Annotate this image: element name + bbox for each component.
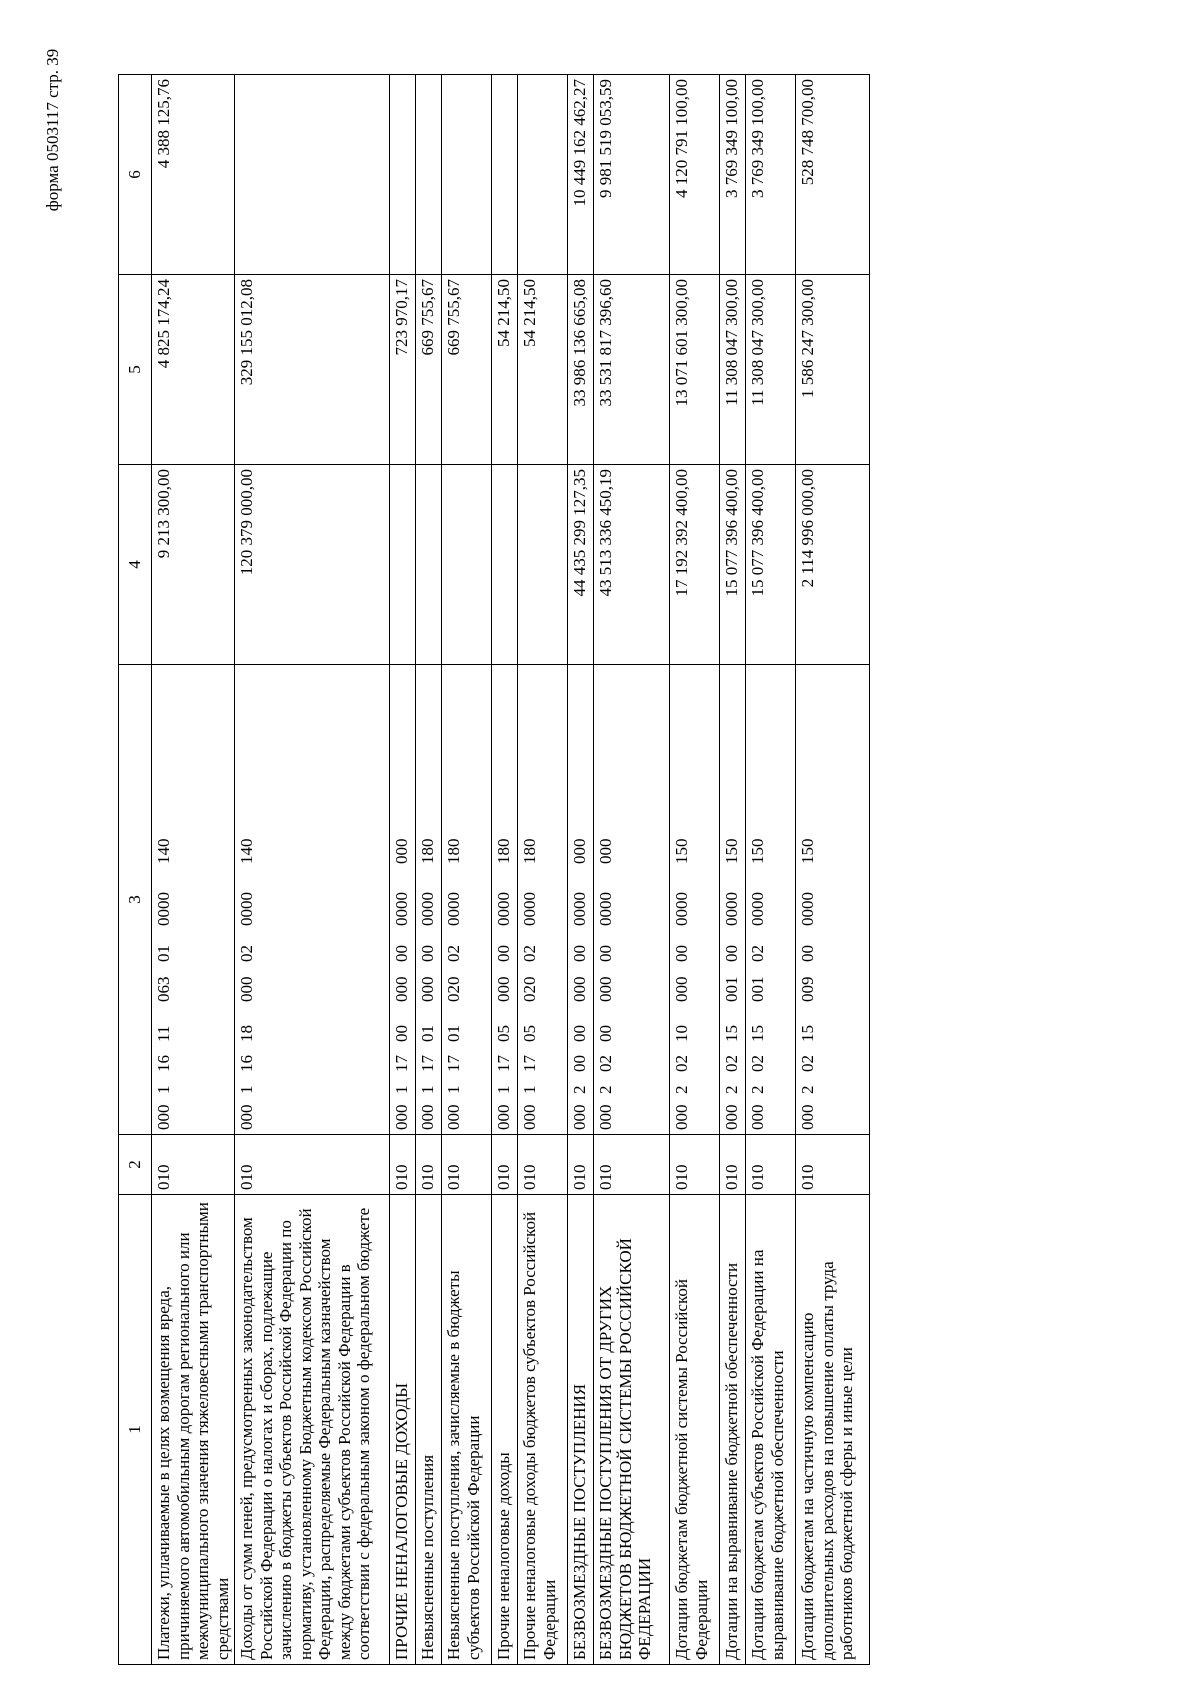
budget-code-segment: 17 [520,1055,540,1072]
budget-code-segment: 0000 [494,892,514,926]
budget-code-segment: 00 [672,945,692,962]
budget-code-segment: 00 [570,945,590,962]
row-executed-amount: 723 970,17 [390,275,416,465]
budget-code-segment: 05 [520,1025,540,1042]
budget-code-segment: 001 [748,976,768,1002]
row-executed-amount: 1 586 247 300,00 [796,275,870,465]
budget-code-segment: 02 [237,945,257,962]
row-approved-amount [518,465,568,665]
budget-code-segment: 11 [154,1025,173,1042]
table-row [796,75,870,1665]
table-row [152,75,235,1665]
budget-code-segment: 020 [444,976,464,1002]
rotated-report-wrapper [118,75,1064,1665]
row-line-code: 010 [390,1135,416,1195]
budget-code-segment: 1 [520,1085,540,1094]
budget-code-segment: 000 [444,1104,464,1130]
budget-code-segment: 0000 [237,892,257,926]
budget-code-segment: 0000 [596,892,616,926]
budget-code-segment: 0000 [672,892,692,926]
budget-code-segment: 000 [672,976,692,1002]
column-number: 1 [119,1195,152,1665]
budget-code-segment: 000 [520,1104,540,1130]
row-name: Дотации на выравнивание бюджетной обеспеченности [720,1195,746,1665]
row-name: Платежи, уплачиваемые в целях возмещения вреда, причиняемого автомобильным дорогам регионального или межмуниципального значения тяжеловесными транспортными средствами [152,1195,235,1665]
budget-code-segment: 000 [154,1104,173,1130]
budget-code-segment: 150 [798,838,818,864]
budget-code-segment: 000 [392,1104,412,1130]
row-name: ПРОЧИЕ НЕНАЛОГОВЫЕ ДОХОДЫ [390,1195,416,1665]
row-executed-amount: 54 214,50 [518,275,568,465]
table-row [720,75,746,1665]
row-line-code: 010 [442,1135,492,1195]
budget-code-segment: 1 [494,1085,514,1094]
budget-code-segment: 02 [444,945,464,962]
column-number-row [119,75,152,1665]
budget-code-segment: 0000 [722,892,742,926]
budget-code-segment: 15 [748,1025,768,1042]
budget-code-segment: 16 [237,1055,257,1072]
budget-code-segment: 00 [596,1025,616,1042]
budget-code-segment: 000 [570,1104,590,1130]
budget-code-segment: 000 [570,838,590,864]
row-budget-code [416,665,442,1135]
budget-code-segment: 1 [444,1085,464,1094]
row-approved-amount: 2 114 996 000,00 [796,465,870,665]
table-row [746,75,796,1665]
budget-code-segment: 000 [237,976,257,1002]
row-name: БЕЗВОЗМЕЗДНЫЕ ПОСТУПЛЕНИЯ [568,1195,594,1665]
row-approved-amount: 120 379 000,00 [235,465,390,665]
row-line-code: 010 [568,1135,594,1195]
budget-code-segment: 000 [494,1104,514,1130]
row-unexecuted-amount [390,75,416,275]
row-approved-amount: 9 213 300,00 [152,465,235,665]
budget-code-segment: 02 [722,1055,742,1072]
budget-code-segment: 02 [748,1055,768,1072]
table-row [235,75,390,1665]
budget-code-segment: 000 [798,1104,818,1130]
budget-code-segment: 01 [154,945,173,962]
row-approved-amount: 43 513 336 450,19 [594,465,670,665]
budget-code-segment: 02 [748,945,768,962]
budget-code-segment: 140 [154,838,173,864]
row-unexecuted-amount: 4 120 791 100,00 [670,75,720,275]
column-number: 4 [119,465,152,665]
table-row [594,75,670,1665]
table-row [390,75,416,1665]
row-line-code: 010 [746,1135,796,1195]
budget-code-segment: 00 [570,1055,590,1072]
budget-code-segment: 2 [570,1085,590,1094]
budget-code-segment: 180 [520,838,540,864]
budget-code-segment: 020 [520,976,540,1002]
budget-code-segment: 0000 [748,892,768,926]
budget-code-segment: 02 [672,1055,692,1072]
row-unexecuted-amount: 4 388 125,76 [152,75,235,275]
budget-code-segment: 10 [672,1025,692,1042]
row-line-code: 010 [518,1135,568,1195]
budget-code-segment: 01 [418,1025,438,1042]
row-approved-amount: 17 192 392 400,00 [670,465,720,665]
row-name: Прочие неналоговые доходы бюджетов субъектов Российской Федерации [518,1195,568,1665]
rotated-report [118,75,1064,1665]
table-row [442,75,492,1665]
budget-code-segment: 150 [672,838,692,864]
budget-code-segment: 2 [722,1085,742,1094]
budget-code-segment: 17 [494,1055,514,1072]
page-header [39,30,67,230]
report-body [152,75,870,1665]
row-unexecuted-amount: 10 449 162 462,27 [568,75,594,275]
row-budget-code [152,665,235,1135]
row-approved-amount [442,465,492,665]
row-name: Невыясненные поступления [416,1195,442,1665]
budget-code-segment: 000 [722,1104,742,1130]
budget-code-segment: 00 [392,1025,412,1042]
budget-code-segment: 150 [748,838,768,864]
budget-code-segment: 0000 [392,892,412,926]
budget-code-segment: 2 [748,1085,768,1094]
row-approved-amount [416,465,442,665]
budget-code-segment: 18 [237,1025,257,1042]
column-number: 5 [119,275,152,465]
budget-code-segment: 0000 [418,892,438,926]
budget-code-segment: 000 [596,1104,616,1130]
row-unexecuted-amount: 3 769 349 100,00 [720,75,746,275]
budget-code-segment: 00 [418,945,438,962]
budget-code-segment: 000 [494,976,514,1002]
budget-code-segment: 01 [444,1025,464,1042]
row-name: Дотации бюджетам на частичную компенсацию дополнительных расходов на повышение оплаты труда работников бюджетной сферы и иные цели [796,1195,870,1665]
budget-code-segment: 0000 [570,892,590,926]
row-name: Дотации бюджетам бюджетной системы Российской Федерации [670,1195,720,1665]
budget-code-segment: 140 [237,838,257,864]
row-line-code: 010 [670,1135,720,1195]
row-budget-code [442,665,492,1135]
budget-code-segment: 0000 [154,892,173,926]
row-budget-code [235,665,390,1135]
budget-code-segment: 17 [392,1055,412,1072]
budget-code-segment: 000 [418,976,438,1002]
row-line-code: 010 [416,1135,442,1195]
row-unexecuted-amount [235,75,390,275]
row-unexecuted-amount: 528 748 700,00 [796,75,870,275]
row-name: Прочие неналоговые доходы [492,1195,518,1665]
column-number: 6 [119,75,152,275]
row-executed-amount: 669 755,67 [416,275,442,465]
row-budget-code [720,665,746,1135]
budget-code-segment: 0000 [444,892,464,926]
table-row [670,75,720,1665]
table-row [416,75,442,1665]
budget-code-segment: 17 [418,1055,438,1072]
budget-code-segment: 000 [570,976,590,1002]
budget-code-segment: 00 [798,945,818,962]
row-unexecuted-amount [442,75,492,275]
budget-code-segment: 2 [596,1085,616,1094]
row-line-code: 010 [796,1135,870,1195]
row-name: Невыясненные поступления, зачисляемые в бюджеты субъектов Российской Федерации [442,1195,492,1665]
row-budget-code [492,665,518,1135]
budget-code-segment: 000 [392,976,412,1002]
budget-code-segment: 063 [154,976,173,1002]
budget-code-segment: 000 [596,976,616,1002]
row-name: БЕЗВОЗМЕЗДНЫЕ ПОСТУПЛЕНИЯ ОТ ДРУГИХ БЮДЖЕТОВ БЮДЖЕТНОЙ СИСТЕМЫ РОССИЙСКОЙ ФЕДЕРАЦИИ [594,1195,670,1665]
row-executed-amount: 329 155 012,08 [235,275,390,465]
row-budget-code [670,665,720,1135]
row-approved-amount: 15 077 396 400,00 [720,465,746,665]
budget-code-segment: 02 [798,1055,818,1072]
report-table [118,74,870,1665]
row-line-code: 010 [152,1135,235,1195]
row-budget-code [746,665,796,1135]
row-executed-amount: 4 825 174,24 [152,275,235,465]
budget-code-segment: 000 [237,1104,257,1130]
budget-code-segment: 000 [672,1104,692,1130]
budget-code-segment: 00 [596,945,616,962]
column-number: 3 [119,665,152,1135]
row-executed-amount: 669 755,67 [442,275,492,465]
budget-code-segment: 001 [722,976,742,1002]
budget-code-segment: 00 [392,945,412,962]
row-budget-code [594,665,670,1135]
row-approved-amount: 44 435 299 127,35 [568,465,594,665]
row-executed-amount: 33 531 817 396,60 [594,275,670,465]
row-approved-amount [492,465,518,665]
budget-code-segment: 00 [494,945,514,962]
row-unexecuted-amount [416,75,442,275]
budget-code-segment: 000 [748,1104,768,1130]
budget-code-segment: 16 [154,1055,173,1072]
budget-code-segment: 02 [520,945,540,962]
row-executed-amount: 11 308 047 300,00 [746,275,796,465]
column-number: 2 [119,1135,152,1195]
row-unexecuted-amount: 3 769 349 100,00 [746,75,796,275]
row-executed-amount: 13 071 601 300,00 [670,275,720,465]
budget-code-segment: 02 [596,1055,616,1072]
budget-code-segment: 000 [392,838,412,864]
table-row [492,75,518,1665]
budget-code-segment: 180 [444,838,464,864]
budget-code-segment: 15 [722,1025,742,1042]
budget-code-segment: 17 [444,1055,464,1072]
budget-code-segment: 0000 [798,892,818,926]
row-executed-amount: 11 308 047 300,00 [720,275,746,465]
budget-code-segment: 180 [494,838,514,864]
budget-code-segment: 00 [570,1025,590,1042]
budget-code-segment: 00 [722,945,742,962]
budget-code-segment: 150 [722,838,742,864]
row-line-code: 010 [492,1135,518,1195]
budget-code-segment: 1 [392,1085,412,1094]
budget-code-segment: 15 [798,1025,818,1042]
row-line-code: 010 [594,1135,670,1195]
row-executed-amount: 54 214,50 [492,275,518,465]
budget-code-segment: 180 [418,838,438,864]
row-name: Дотации бюджетам субъектов Российской Федерации на выравнивание бюджетной обеспеченности [746,1195,796,1665]
budget-code-segment: 000 [596,838,616,864]
budget-code-segment: 2 [798,1085,818,1094]
row-executed-amount: 33 986 136 665,08 [568,275,594,465]
budget-code-segment: 2 [672,1085,692,1094]
row-name: Доходы от сумм пеней, предусмотренных законодательством Российской Федерации о налогах и сборах, подлежащие зачислению в бюджеты субъектов Российской Федерации по нормативу, установленному Бюджетным кодексом Российской Федерации, распределяемые Федеральным казначейством между бюджетами субъектов Российской Федерации в соответствии с федеральным законом о федеральном бюджете [235,1195,390,1665]
table-row [568,75,594,1665]
row-budget-code [568,665,594,1135]
row-line-code: 010 [235,1135,390,1195]
form-label: форма 0503117 стр. 39 [43,48,62,212]
row-unexecuted-amount [492,75,518,275]
budget-code-segment: 1 [418,1085,438,1094]
row-unexecuted-amount: 9 981 519 053,59 [594,75,670,275]
row-budget-code [796,665,870,1135]
budget-code-segment: 1 [237,1085,257,1094]
row-line-code: 010 [720,1135,746,1195]
budget-code-segment: 05 [494,1025,514,1042]
row-unexecuted-amount [518,75,568,275]
budget-code-segment: 009 [798,976,818,1002]
row-approved-amount: 15 077 396 400,00 [746,465,796,665]
row-budget-code [390,665,416,1135]
budget-code-segment: 000 [418,1104,438,1130]
budget-code-segment: 1 [154,1085,173,1094]
row-approved-amount [390,465,416,665]
table-row [518,75,568,1665]
budget-code-segment: 0000 [520,892,540,926]
row-budget-code [518,665,568,1135]
